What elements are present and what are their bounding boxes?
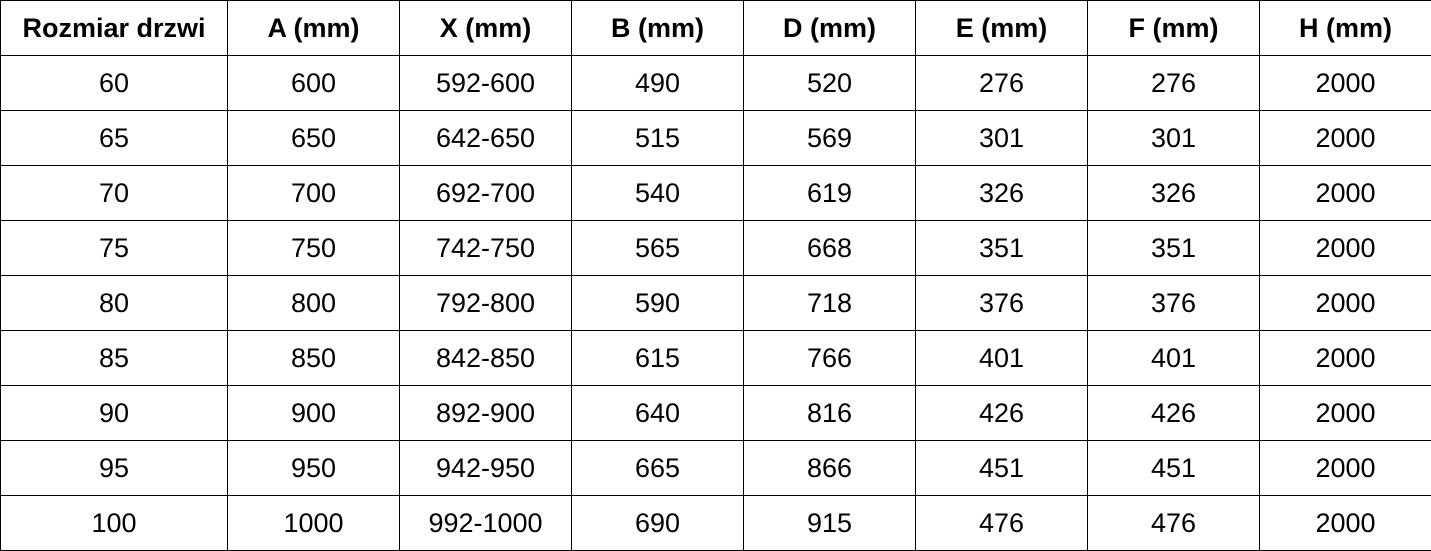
table-row-size-75	[1, 221, 1431, 276]
cell-a: 800	[228, 276, 400, 331]
cell-x: 842-850	[400, 331, 572, 386]
cell-a: 950	[228, 441, 400, 496]
cell-h: 2000	[1260, 56, 1431, 111]
cell-b: 665	[572, 441, 744, 496]
table-row-size-95	[1, 441, 1431, 496]
cell-h: 2000	[1260, 276, 1431, 331]
table-row-size-100	[1, 496, 1431, 551]
cell-x: 742-750	[400, 221, 572, 276]
cell-f: 451	[1088, 441, 1260, 496]
cell-f: 426	[1088, 386, 1260, 441]
header-cell-x-mm: X (mm)	[400, 1, 572, 56]
cell-f: 476	[1088, 496, 1260, 551]
header-row	[1, 1, 1431, 56]
cell-b: 615	[572, 331, 744, 386]
cell-x: 792-800	[400, 276, 572, 331]
cell-a: 600	[228, 56, 400, 111]
cell-size: 80	[1, 276, 228, 331]
cell-d: 718	[744, 276, 916, 331]
cell-a: 1000	[228, 496, 400, 551]
cell-f: 326	[1088, 166, 1260, 221]
cell-x: 992-1000	[400, 496, 572, 551]
header-cell-rozmiar-drzwi: Rozmiar drzwi	[1, 1, 228, 56]
cell-e: 451	[916, 441, 1088, 496]
cell-f: 301	[1088, 111, 1260, 166]
cell-size: 100	[1, 496, 228, 551]
table-row-size-70	[1, 166, 1431, 221]
cell-a: 650	[228, 111, 400, 166]
cell-x: 892-900	[400, 386, 572, 441]
cell-d: 668	[744, 221, 916, 276]
table-row-size-65	[1, 111, 1431, 166]
header-cell-b-mm: B (mm)	[572, 1, 744, 56]
cell-h: 2000	[1260, 166, 1431, 221]
cell-e: 376	[916, 276, 1088, 331]
table-row-size-60	[1, 56, 1431, 111]
cell-x: 642-650	[400, 111, 572, 166]
cell-b: 690	[572, 496, 744, 551]
cell-b: 515	[572, 111, 744, 166]
cell-x: 942-950	[400, 441, 572, 496]
cell-size: 70	[1, 166, 228, 221]
cell-e: 351	[916, 221, 1088, 276]
cell-e: 476	[916, 496, 1088, 551]
cell-h: 2000	[1260, 386, 1431, 441]
cell-size: 65	[1, 111, 228, 166]
header-cell-a-mm: A (mm)	[228, 1, 400, 56]
cell-size: 85	[1, 331, 228, 386]
cell-a: 850	[228, 331, 400, 386]
cell-f: 351	[1088, 221, 1260, 276]
cell-e: 326	[916, 166, 1088, 221]
cell-f: 401	[1088, 331, 1260, 386]
cell-e: 426	[916, 386, 1088, 441]
cell-b: 565	[572, 221, 744, 276]
cell-f: 276	[1088, 56, 1260, 111]
cell-d: 569	[744, 111, 916, 166]
cell-d: 915	[744, 496, 916, 551]
cell-a: 700	[228, 166, 400, 221]
header-cell-d-mm: D (mm)	[744, 1, 916, 56]
cell-h: 2000	[1260, 331, 1431, 386]
cell-b: 640	[572, 386, 744, 441]
cell-size: 95	[1, 441, 228, 496]
cell-d: 816	[744, 386, 916, 441]
table-row-size-90	[1, 386, 1431, 441]
cell-a: 750	[228, 221, 400, 276]
table-row-size-85	[1, 331, 1431, 386]
cell-e: 276	[916, 56, 1088, 111]
cell-d: 619	[744, 166, 916, 221]
cell-h: 2000	[1260, 111, 1431, 166]
header-cell-e-mm: E (mm)	[916, 1, 1088, 56]
header-cell-f-mm: F (mm)	[1088, 1, 1260, 56]
header-cell-h-mm: H (mm)	[1260, 1, 1431, 56]
cell-size: 60	[1, 56, 228, 111]
cell-d: 766	[744, 331, 916, 386]
cell-h: 2000	[1260, 496, 1431, 551]
cell-size: 75	[1, 221, 228, 276]
cell-d: 520	[744, 56, 916, 111]
cell-a: 900	[228, 386, 400, 441]
cell-x: 592-600	[400, 56, 572, 111]
cell-b: 490	[572, 56, 744, 111]
cell-b: 590	[572, 276, 744, 331]
table-row-size-80	[1, 276, 1431, 331]
cell-h: 2000	[1260, 441, 1431, 496]
cell-x: 692-700	[400, 166, 572, 221]
cell-e: 301	[916, 111, 1088, 166]
cell-f: 376	[1088, 276, 1260, 331]
cell-b: 540	[572, 166, 744, 221]
cell-h: 2000	[1260, 221, 1431, 276]
cell-size: 90	[1, 386, 228, 441]
cell-d: 866	[744, 441, 916, 496]
cell-e: 401	[916, 331, 1088, 386]
